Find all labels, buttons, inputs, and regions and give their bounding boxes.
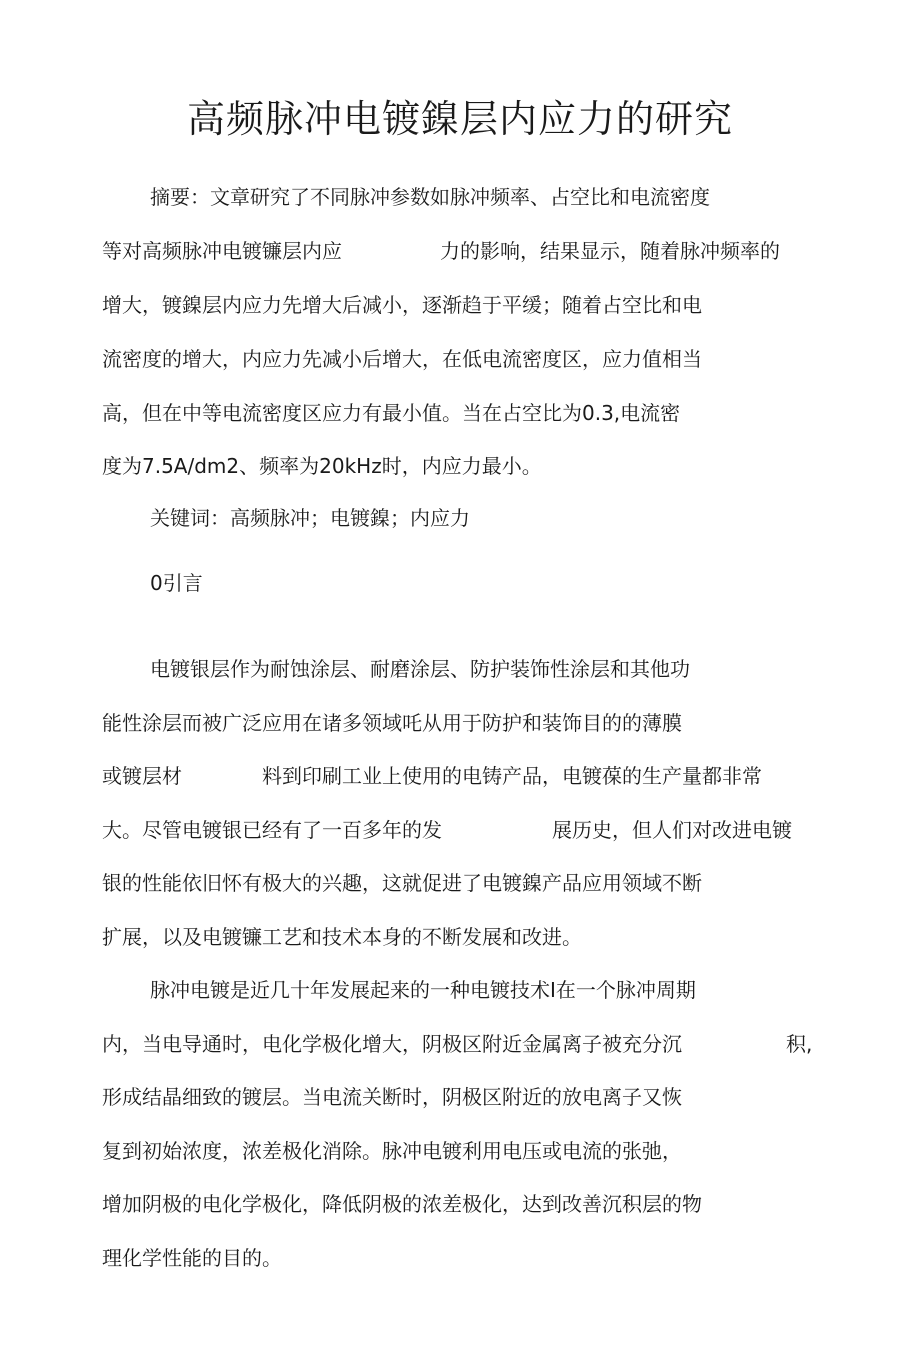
para2-line-2a: 内，当电导通时，电化学极化增大，阴极区附近金属离子被充分沉 [102,1032,682,1056]
para2-line-3: 形成结晶细致的镀层。当电流关断时，阴极区附近的放电离子又恢 [102,1085,682,1109]
para1-line-2: 能性涂层而被广泛应用在诸多领域吒从用于防护和装饰目的的薄膜 [102,711,682,735]
para2-line-6: 理化学性能的目的。 [102,1246,282,1270]
para2-line-1: 脉冲电镀是近几十年发展起来的一种电镀技术I在一个脉冲周期 [150,978,696,1002]
abstract-line-2: 等对高频脉冲电镀镰层内应 [102,239,342,263]
abstract-line-2b: 力的影响，结果显示，随着脉冲频率的 [440,239,780,263]
abstract-line-4: 流密度的增大，内应力先减小后增大，在低电流密度区，应力值相当 [102,347,702,371]
para1-line-6: 扩展，以及电镀镰工艺和技术本身的不断发展和改进。 [102,925,582,949]
abstract-line-3: 增大，镀鎳层内应力先增大后减小，逐渐趋于平缓；随着占空比和电 [102,293,702,317]
para1-line-5: 银的性能依旧怀有极大的兴趣，这就促进了电镀鎳产品应用领域不断 [102,871,702,895]
para2-line-2b: 积, [786,1032,813,1056]
section-heading: 0引言 [150,571,203,595]
abstract-line-6: 度为7.5A/dm2、频率为20kHz时，内应力最小。 [102,454,542,478]
para1-line-4b: 展历史，但人们对改进电镀 [552,818,792,842]
keywords: 关键词：高频脉冲；电镀鎳；内应力 [150,506,470,530]
para2-line-4: 复到初始浓度，浓差极化消除。脉冲电镀利用电压或电流的张弛， [102,1139,682,1163]
para1-line-3b: 料到印刷工业上使用的电铸产品，电镀葆的生产量都非常 [262,764,762,788]
para1-line-1: 电镀银层作为耐蚀涂层、耐磨涂层、防护装饰性涂层和其他功 [150,657,690,681]
abstract-line-1: 摘要：文章研究了不同脉冲参数如脉冲频率、占空比和电流密度 [150,185,710,209]
para2-line-5: 增加阴极的电化学极化，降低阴极的浓差极化，达到改善沉积层的物 [102,1192,702,1216]
para1-line-4a: 大。尽管电镀银已经有了一百多年的发 [102,818,442,842]
abstract-line-5: 高，但在中等电流密度区应力有最小值。当在占空比为0.3,电流密 [102,401,681,425]
para1-line-3a: 或镀层材 [102,764,182,788]
document-title: 高频脉冲电镀鎳层内应力的研究 [186,97,733,141]
